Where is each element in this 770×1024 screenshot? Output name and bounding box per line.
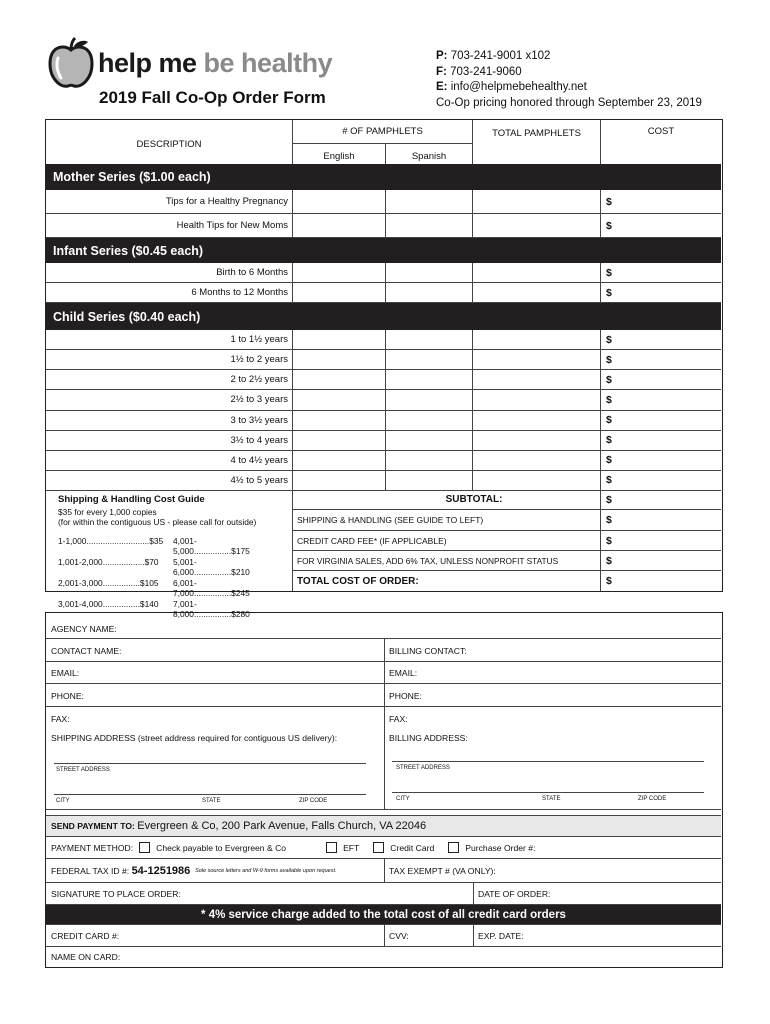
total-label: TOTAL COST OF ORDER: <box>293 571 601 591</box>
shipping-city-input[interactable] <box>54 794 366 795</box>
order-table <box>45 119 723 619</box>
spanish-qty-input[interactable] <box>386 263 473 283</box>
brand-logo <box>46 36 332 90</box>
spanish-qty-input[interactable] <box>386 350 473 370</box>
cost-input[interactable]: $ <box>601 330 721 350</box>
federal-tax-id: FEDERAL TAX ID #: 54-1251986 Sole source letters and W-9 forms available upon request. <box>51 865 337 877</box>
total-qty-input[interactable] <box>473 370 601 390</box>
english-qty-input[interactable] <box>293 390 386 410</box>
cc-fee-label: CREDIT CARD FEE* (IF APPLICABLE) <box>293 531 601 551</box>
series-header-mother: Mother Series ($1.00 each) <box>46 164 721 190</box>
item-description: 2½ to 3 years <box>46 390 293 410</box>
item-description: Tips for a Healthy Pregnancy <box>46 190 293 214</box>
col-description: DESCRIPTION <box>46 120 293 169</box>
total-input[interactable]: $ <box>606 575 612 587</box>
english-qty-input[interactable] <box>293 370 386 390</box>
total-qty-input[interactable] <box>473 214 601 238</box>
spanish-qty-input[interactable] <box>386 214 473 238</box>
spanish-qty-input[interactable] <box>386 370 473 390</box>
english-qty-input[interactable] <box>293 350 386 370</box>
purchase-order-checkbox[interactable] <box>448 842 459 853</box>
shipping-guide: Shipping & Handling Cost Guide $35 for every 1,000 copies (for within the contiguous US - please call for outside) 1-1,000...........................$35 4,001-5,000................$175 1,001-2,000..................$70 5,001-6,000................$210 2,001-3,000................$105 6,001-7,000................$245 3,001-4,000................$140 7,001-8,000................$280 <box>58 494 257 619</box>
total-qty-input[interactable] <box>473 330 601 350</box>
cost-input[interactable]: $ <box>601 411 721 431</box>
shipping-input[interactable]: $ <box>601 510 721 531</box>
tax-input[interactable]: $ <box>601 551 721 571</box>
agency-name-field[interactable]: AGENCY NAME: <box>46 613 721 639</box>
english-qty-input[interactable] <box>293 471 386 491</box>
street-caption: STREET ADDRESS <box>56 767 110 773</box>
total-qty-input[interactable] <box>473 471 601 491</box>
billing-address-label: BILLING ADDRESS: <box>389 733 468 743</box>
spanish-qty-input[interactable] <box>386 451 473 471</box>
cc-fee-input[interactable]: $ <box>601 531 721 551</box>
cost-input[interactable]: $ <box>601 390 721 410</box>
spanish-qty-input[interactable] <box>386 431 473 451</box>
item-description: 3 to 3½ years <box>46 411 293 431</box>
english-qty-input[interactable] <box>293 431 386 451</box>
item-description: 2 to 2½ years <box>46 370 293 390</box>
total-qty-input[interactable] <box>473 390 601 410</box>
email-field[interactable]: EMAIL: <box>51 668 80 678</box>
contact-name-field[interactable]: CONTACT NAME: <box>51 645 122 656</box>
item-description: 4½ to 5 years <box>46 471 293 491</box>
contact-fax: 703-241-9060 <box>450 65 522 78</box>
payment-method-row: PAYMENT METHOD: Check payable to Evergreen & Co EFT Credit Card Purchase Order #: <box>46 837 721 859</box>
item-description: 4 to 4½ years <box>46 451 293 471</box>
col-cost: COST <box>601 120 721 169</box>
col-english: English <box>293 144 386 169</box>
date-of-order-field[interactable]: DATE OF ORDER: <box>478 889 551 899</box>
billing-contact-field[interactable]: BILLING CONTACT: <box>389 645 467 656</box>
item-description: 6 Months to 12 Months <box>46 283 293 303</box>
total-qty-input[interactable] <box>473 350 601 370</box>
signature-field[interactable]: SIGNATURE TO PLACE ORDER: <box>51 889 181 899</box>
total-qty-input[interactable] <box>473 283 601 303</box>
cvv-field[interactable]: CVV: <box>389 931 409 941</box>
name-on-card-field[interactable]: NAME ON CARD: <box>51 952 121 962</box>
fax-field[interactable]: FAX: <box>51 713 70 724</box>
contact-email: info@helpmebehealthy.net <box>450 81 587 93</box>
billing-city-input[interactable] <box>392 792 704 793</box>
english-qty-input[interactable] <box>293 283 386 303</box>
english-qty-input[interactable] <box>293 190 386 214</box>
billing-email-field[interactable]: EMAIL: <box>389 668 418 678</box>
contact-phone: 703-241-9001 x102 <box>450 50 551 62</box>
eft-checkbox[interactable] <box>326 842 337 853</box>
contact-block: P: 703-241-9001 x102 F: 703-241-9060 E: info@helpmebehealthy.net Co-Op pricing honored through September 23, 2019 <box>436 49 702 111</box>
cost-input[interactable]: $ <box>601 350 721 370</box>
spanish-qty-input[interactable] <box>386 330 473 350</box>
total-qty-input[interactable] <box>473 451 601 471</box>
spanish-qty-input[interactable] <box>386 283 473 303</box>
total-qty-input[interactable] <box>473 411 601 431</box>
item-description: 3½ to 4 years <box>46 431 293 451</box>
billing-fax-field[interactable]: FAX: <box>389 713 408 724</box>
shipping-label: SHIPPING & HANDLING (SEE GUIDE TO LEFT) <box>293 510 601 531</box>
spanish-qty-input[interactable] <box>386 471 473 491</box>
subtotal-input[interactable]: $ <box>601 490 721 510</box>
billing-street-input[interactable] <box>392 761 704 762</box>
english-qty-input[interactable] <box>293 451 386 471</box>
item-description: 1½ to 2 years <box>46 350 293 370</box>
pricing-note: Co-Op pricing honored through September 23, 2019 <box>436 96 702 109</box>
series-header-infant: Infant Series ($0.45 each) <box>46 238 721 263</box>
brand-wordmark: help me be healthy <box>98 47 333 78</box>
shipping-address-label: SHIPPING ADDRESS (street address required for contiguous US delivery): <box>51 733 338 743</box>
cost-input[interactable]: $ <box>601 214 721 238</box>
english-qty-input[interactable] <box>293 214 386 238</box>
page-title: 2019 Fall Co-Op Order Form <box>99 88 326 107</box>
send-payment-row: SEND PAYMENT TO: Evergreen & Co, 200 Park Avenue, Falls Church, VA 22046 <box>46 815 721 837</box>
credit-card-number-field[interactable]: CREDIT CARD #: <box>51 931 120 941</box>
cost-input[interactable]: $ <box>601 431 721 451</box>
shipping-street-input[interactable] <box>54 763 366 764</box>
cost-input[interactable]: $ <box>601 283 721 303</box>
spanish-qty-input[interactable] <box>386 411 473 431</box>
tax-label: FOR VIRGINIA SALES, ADD 6% TAX, UNLESS NONPROFIT STATUS <box>293 551 601 571</box>
item-description: 1 to 1½ years <box>46 330 293 350</box>
cost-input[interactable]: $ <box>601 451 721 471</box>
spanish-qty-input[interactable] <box>386 190 473 214</box>
street-caption: STREET ADDRESS <box>396 765 450 771</box>
col-total-pamphlets: TOTAL PAMPHLETS <box>473 120 601 169</box>
english-qty-input[interactable] <box>293 263 386 283</box>
exp-date-field[interactable]: EXP. DATE: <box>478 931 524 941</box>
item-description: Health Tips for New Moms <box>46 214 293 238</box>
billing-phone-field[interactable]: PHONE: <box>389 690 422 701</box>
phone-field[interactable]: PHONE: <box>51 690 84 701</box>
cost-input[interactable]: $ <box>601 370 721 390</box>
cost-input[interactable]: $ <box>601 190 721 214</box>
cost-input[interactable]: $ <box>601 263 721 283</box>
credit-card-checkbox[interactable] <box>373 842 384 853</box>
subtotal-label: SUBTOTAL: <box>293 490 601 510</box>
total-qty-input[interactable] <box>473 190 601 214</box>
english-qty-input[interactable] <box>293 411 386 431</box>
customer-info-form: AGENCY NAME: CONTACT NAME: BILLING CONTACT: EMAIL: EMAIL: PHONE: PHONE: FAX: FAX: SHIPPING ADDRESS (street address required for contiguous US delivery): BILLING ADDRESS: STREET ADDRESS STREET ADDRESS CITY STATE ZIP CODE CITY STATE ZIP CODE SEND PAYMENT TO: Evergreen & Co, 200 Park Avenue, Falls Church, VA 22046 PAYMENT METHOD: Check payable to Evergreen & Co EFT Credit Card Purchase Order #: FEDERAL TAX ID #: 54-1251986 Sole source letters and W-9 forms available upon request. TAX EXEMPT # (VA ONLY): SIGNATURE TO PLACE ORDER: DATE OF ORDER: * 4% service charge added to the total cost of all credit card orders CREDIT CARD #: CVV: EXP. DATE: NAME ON CARD: <box>45 612 723 968</box>
check-checkbox[interactable] <box>139 842 150 853</box>
apple-icon <box>46 36 96 90</box>
tax-exempt-field[interactable]: TAX EXEMPT # (VA ONLY): <box>389 866 496 876</box>
service-charge-notice: * 4% service charge added to the total cost of all credit card orders <box>46 905 721 925</box>
spanish-qty-input[interactable] <box>386 390 473 410</box>
cost-input[interactable]: $ <box>601 471 721 491</box>
item-description: Birth to 6 Months <box>46 263 293 283</box>
total-qty-input[interactable] <box>473 431 601 451</box>
english-qty-input[interactable] <box>293 330 386 350</box>
col-pamphlets: # OF PAMPHLETS <box>293 120 473 144</box>
total-qty-input[interactable] <box>473 263 601 283</box>
col-spanish: Spanish <box>386 144 473 169</box>
series-header-child: Child Series ($0.40 each) <box>46 303 721 330</box>
